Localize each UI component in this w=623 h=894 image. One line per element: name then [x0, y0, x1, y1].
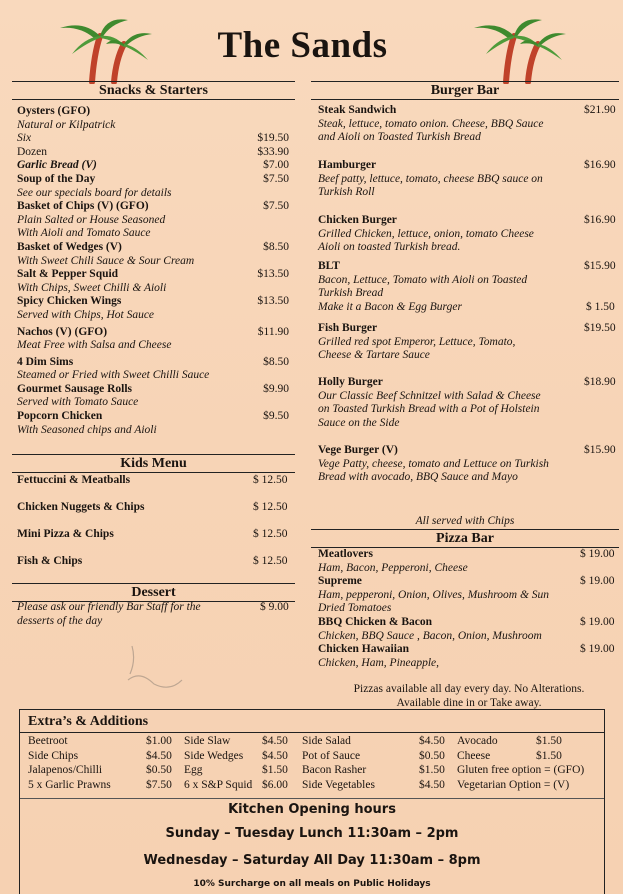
item-price: $ 12.50: [253, 555, 288, 567]
item-name: BBQ Chicken & Bacon: [318, 616, 433, 628]
extras-box: [19, 709, 605, 894]
item-desc: Make it a Bacon & Egg Burger: [318, 301, 462, 313]
extra-name: Gluten free option = (GFO): [457, 764, 585, 776]
item-price: $13.50: [257, 268, 289, 281]
item-price: $13.50: [257, 295, 289, 308]
item-price: $19.50: [257, 132, 289, 145]
item-price: $9.90: [263, 382, 289, 395]
extra-price: $4.50: [146, 749, 172, 762]
item-name: Salt & Pepper Squid: [17, 268, 119, 281]
extra-name: Bacon Rasher: [302, 764, 367, 776]
item-desc-2: Turkish Roll: [318, 186, 375, 199]
extra-price: $4.50: [262, 749, 288, 762]
extra-price: $0.50: [419, 749, 445, 762]
kids-item-nuggets: [17, 500, 293, 527]
item-price: $18.90: [584, 376, 616, 388]
item-desc-3: Sauce on the Side: [318, 416, 400, 429]
kids-item-fish-chips: [17, 554, 293, 581]
pizza-list: [318, 548, 618, 670]
extra-name: Cheese: [457, 749, 491, 762]
extra-price: $1.50: [262, 764, 288, 776]
palm-tree-logo-right: [468, 14, 568, 84]
menu-item-basket-chips: [17, 200, 293, 241]
item-name: Chicken Burger: [318, 214, 397, 226]
item-name: Fish & Chips: [17, 555, 83, 567]
item-desc: Plain Salted or House Seasoned: [17, 213, 166, 226]
item-desc: Vege Patty, cheese, tomato and Lettuce on Turkish: [318, 457, 549, 470]
menu-item-blt: [318, 260, 618, 301]
item-desc-2: on Toasted Turkish Bread with a Pot of Holstein: [318, 403, 540, 416]
extra-price: $4.50: [419, 778, 445, 791]
item-desc: Bacon, Lettuce, Tomato with Aioli on Toasted: [318, 273, 528, 286]
item-name: Gourmet Sausage Rolls: [17, 382, 132, 395]
kids-list: [17, 473, 293, 581]
menu-item-sausage-rolls: [17, 383, 293, 410]
item-desc: Our Classic Beef Schnitzel with Salad & Cheese: [318, 389, 541, 402]
item-desc-2: and Aioli on Toasted Turkish Bread: [318, 131, 481, 144]
item-name: Holly Burger: [318, 376, 383, 388]
burger-heading: Burger Bar: [311, 81, 619, 100]
item-desc-2: Cheese & Tartare Sauce: [318, 349, 430, 362]
restaurant-title: The Sands: [217, 25, 388, 66]
item-desc: Meat Free with Salsa and Cheese: [17, 339, 172, 352]
menu-item-garlic-bread: [17, 159, 293, 173]
extras-col-3: [302, 734, 452, 792]
item-desc: Ham, Bacon, Pepperoni, Cheese: [318, 561, 468, 574]
holiday-surcharge-note: 10% Surcharge on all meals on Public Holidays: [193, 879, 431, 889]
item-desc-2: With Aioli and Tomato Sauce: [17, 227, 151, 240]
item-name: Nachos (V) (GFO): [17, 325, 108, 338]
item-desc-2: Aioli on toasted Turkish bread.: [318, 241, 461, 254]
extra-price: $0.50: [146, 764, 172, 776]
menu-item-soup: [17, 173, 293, 200]
kids-heading: Kids Menu: [12, 454, 295, 473]
menu-item-oysters: [17, 105, 293, 132]
palm-tree-logo-left: [54, 14, 154, 84]
snacks-heading: Snacks & Starters: [12, 81, 295, 100]
extras-divider: [20, 732, 604, 733]
menu-item-steak-sandwich: [318, 104, 618, 159]
pizza-item-supreme: [318, 575, 618, 616]
extra-item: [184, 778, 304, 793]
extra-item: [457, 734, 602, 749]
extras-col-1: [28, 734, 178, 792]
extras-col-4: [457, 734, 602, 792]
item-desc: Six: [17, 132, 32, 145]
item-name: Popcorn Chicken: [17, 410, 103, 423]
extra-name: Side Slaw: [184, 735, 231, 747]
pizza-note-line-2: Available dine in or Take away.: [396, 697, 542, 709]
item-price: $ 19.00: [580, 643, 615, 655]
pizza-item-bbq-chicken-bacon: [318, 616, 618, 643]
pen-scribble-mark: [120, 640, 210, 700]
item-name: Soup of the Day: [17, 172, 96, 185]
item-name: Chicken Hawaiian: [318, 643, 410, 655]
extra-item: [302, 749, 452, 764]
menu-item-vege-burger: [318, 444, 618, 490]
item-price: $ 12.50: [253, 501, 288, 513]
extra-name: Side Vegetables: [302, 778, 375, 791]
item-price: $8.50: [263, 240, 289, 253]
item-desc: Natural or Kilpatrick: [17, 118, 116, 131]
menu-item-bacon-egg-upgrade: [318, 301, 618, 322]
burger-list: [318, 104, 618, 490]
extra-item: [28, 763, 178, 778]
item-desc: Chicken, Ham, Pineapple,: [318, 656, 440, 669]
item-desc-2: Turkish Bread: [318, 287, 384, 300]
hours-line-2: Wednesday – Saturday All Day 11:30am – 8pm: [143, 853, 481, 868]
item-desc: Steak, lettuce, tomato onion. Cheese, BBQ Sauce: [318, 117, 544, 130]
item-desc: Ham, pepperoni, Onion, Olives, Mushroom & Sun: [318, 588, 550, 601]
item-price: $16.90: [584, 159, 616, 171]
item-desc: Chicken, BBQ Sauce , Bacon, Onion, Mushroom: [318, 629, 542, 642]
item-desc: Dozen: [17, 145, 48, 158]
extra-price: $1.00: [146, 735, 172, 747]
extra-item: [184, 763, 304, 778]
extra-item: [28, 749, 178, 764]
item-price: $16.90: [584, 214, 616, 226]
item-name: Basket of Wedges (V): [17, 240, 122, 253]
dessert-line-1: Please ask our friendly Bar Staff for the: [17, 601, 201, 613]
item-desc: With Seasoned chips and Aioli: [17, 423, 157, 436]
extra-name: Pot of Sauce: [302, 749, 361, 762]
item-price: $11.90: [257, 325, 289, 338]
extra-name: Beetroot: [28, 735, 68, 747]
item-name: 4 Dim Sims: [17, 355, 74, 368]
hours-heading: Kitchen Opening hours: [228, 802, 396, 817]
extra-price: $1.50: [419, 764, 445, 776]
menu-item-oysters-six: [17, 132, 293, 146]
item-desc: With Chips, Sweet Chilli & Aioli: [17, 281, 167, 294]
extra-name: Side Wedges: [184, 749, 244, 762]
item-price: $ 19.00: [580, 616, 615, 628]
item-name: Supreme: [318, 575, 362, 587]
menu-item-nachos: [17, 326, 293, 353]
extras-col-2: [184, 734, 304, 792]
hours-line-1: Sunday – Tuesday Lunch 11:30am – 2pm: [165, 826, 459, 841]
pizza-note-line-1: Pizzas available all day every day. No Alterations.: [353, 683, 585, 695]
item-name: Garlic Bread (V): [17, 159, 97, 172]
item-price: $9.50: [263, 410, 289, 423]
extra-name: Side Chips: [28, 749, 79, 762]
extras-heading: Extra’s & Additions: [28, 714, 149, 729]
menu-item-squid: [17, 268, 293, 295]
extra-name: Jalapenos/Chilli: [28, 764, 103, 776]
extra-item: [302, 778, 452, 793]
snacks-list: [17, 105, 293, 437]
extra-name: 6 x S&P Squid: [184, 778, 253, 791]
item-name: Hamburger: [318, 159, 377, 171]
kids-item-fettuccini: [17, 473, 293, 500]
item-price: $7.50: [263, 172, 289, 185]
item-price: $ 19.00: [580, 548, 615, 560]
extra-item: [302, 734, 452, 749]
menu-item-dim-sims: [17, 356, 293, 383]
dessert-line-2: desserts of the day: [17, 614, 103, 627]
menu-item-popcorn-chicken: [17, 410, 293, 437]
pizza-heading: Pizza Bar: [311, 529, 619, 548]
extra-price: $6.00: [262, 778, 288, 791]
item-desc: Steamed or Fried with Sweet Chilli Sauce: [17, 369, 210, 382]
item-price: $ 19.00: [580, 575, 615, 587]
item-name: Fettuccini & Meatballs: [17, 474, 131, 486]
extra-price: $7.50: [146, 778, 172, 791]
burger-footnote: All served with Chips: [415, 515, 515, 527]
item-price: $ 12.50: [253, 474, 288, 486]
extra-name: 5 x Garlic Prawns: [28, 778, 111, 791]
item-name: Meatlovers: [318, 548, 373, 560]
pizza-item-meatlovers: [318, 548, 618, 575]
item-name: Vege Burger (V): [318, 444, 398, 456]
menu-item-hamburger: [318, 159, 618, 214]
extra-name: Vegetarian Option = (V): [457, 778, 570, 791]
dessert-price: $ 9.00: [260, 601, 289, 613]
item-price: $21.90: [584, 104, 616, 116]
item-name: Oysters (GFO): [17, 105, 91, 117]
extra-name: Side Salad: [302, 735, 351, 747]
kids-item-mini-pizza: [17, 527, 293, 554]
dessert-block: [17, 601, 293, 628]
hours-divider: [20, 798, 604, 799]
extra-item: [28, 734, 178, 749]
item-desc-2: Bread with avocado, BBQ Sauce and Mayo: [318, 471, 518, 484]
menu-item-oysters-dozen: [17, 146, 293, 160]
pizza-item-chicken-hawaiian: [318, 643, 618, 670]
extra-item: [184, 749, 304, 764]
item-price: $7.00: [263, 159, 289, 172]
item-price: $ 12.50: [253, 528, 288, 540]
item-desc: Served with Tomato Sauce: [17, 396, 139, 409]
extra-item: [28, 778, 178, 793]
item-desc: Grilled Chicken, lettuce, onion, tomato Cheese: [318, 227, 534, 240]
item-name: Chicken Nuggets & Chips: [17, 501, 145, 513]
item-desc-2: Dried Tomatoes: [318, 602, 392, 615]
item-desc: Served with Chips, Hot Sauce: [17, 308, 155, 321]
menu-item-fish-burger: [318, 322, 618, 376]
item-price: $19.50: [584, 322, 616, 334]
extra-price: $1.50: [536, 735, 562, 747]
item-name: Spicy Chicken Wings: [17, 295, 122, 308]
menu-item-holly-burger: [318, 376, 618, 444]
legend-gluten-free: [457, 763, 602, 778]
item-price: $7.50: [263, 200, 289, 213]
extra-name: Avocado: [457, 735, 498, 747]
dessert-heading: Dessert: [12, 583, 295, 602]
item-price: $15.90: [584, 260, 616, 272]
menu-item-basket-wedges: [17, 241, 293, 268]
item-desc: With Sweet Chili Sauce & Sour Cream: [17, 254, 195, 267]
item-price: $33.90: [257, 145, 289, 158]
menu-item-chicken-wings: [17, 295, 293, 322]
pizza-note: [330, 682, 608, 710]
item-name: BLT: [318, 260, 340, 272]
extra-item: [302, 763, 452, 778]
item-price: $ 1.50: [586, 301, 615, 313]
item-name: Mini Pizza & Chips: [17, 528, 114, 540]
item-price: $15.90: [584, 444, 616, 456]
extra-name: Egg: [184, 764, 203, 776]
item-desc: See our specials board for details: [17, 186, 172, 199]
legend-vegetarian: [457, 778, 602, 793]
item-desc: Beef patty, lettuce, tomato, cheese BBQ sauce on: [318, 172, 543, 185]
item-name: Fish Burger: [318, 322, 378, 334]
item-name: Basket of Chips (V) (GFO): [17, 200, 149, 213]
extra-price: $4.50: [419, 735, 445, 747]
extra-price: $1.50: [536, 749, 562, 762]
menu-item-chicken-burger: [318, 214, 618, 260]
extra-item: [457, 749, 602, 764]
item-desc: Grilled red spot Emperor, Lettuce, Tomato,: [318, 335, 516, 348]
extra-price: $4.50: [262, 735, 288, 747]
extra-item: [184, 734, 304, 749]
item-name: Steak Sandwich: [318, 104, 397, 116]
item-price: $8.50: [263, 355, 289, 368]
